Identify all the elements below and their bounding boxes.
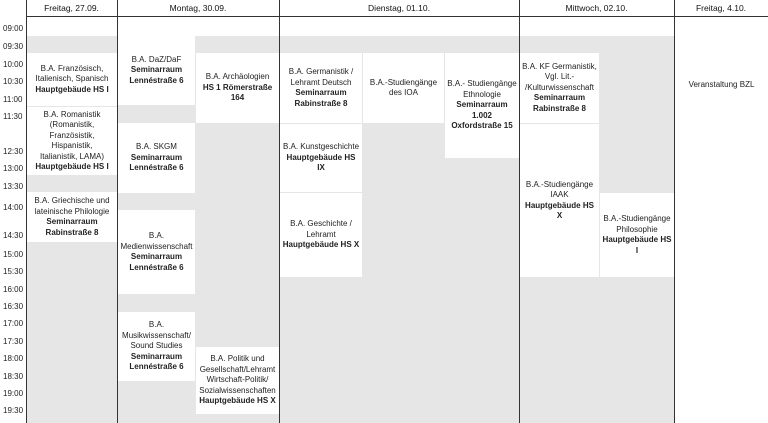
day-divider — [279, 0, 280, 423]
event-geschichte — [280, 193, 362, 277]
event-room: Hauptgebäude HS X — [525, 200, 594, 220]
event-germanistik — [280, 53, 362, 123]
time-label: 11:00 — [3, 95, 23, 104]
time-label: 18:30 — [3, 372, 24, 381]
time-label: 11:30 — [3, 112, 23, 121]
day-divider — [674, 0, 675, 423]
event-title: B.A. Medienwissenschaft — [120, 231, 193, 251]
day-divider — [117, 0, 118, 423]
event-room: Seminarraum Lennéstraße 6 — [129, 152, 184, 173]
event-room: Hauptgebäude HS X — [199, 396, 276, 406]
day-divider — [26, 0, 27, 423]
time-label: 14:30 — [3, 231, 24, 240]
event-title: B.A. SKGM — [136, 142, 177, 152]
event-skgm — [118, 123, 195, 193]
event-title: B.A. Germanistik / Lehramt Deutsch — [288, 67, 354, 87]
event-room: Seminarraum Rabinstraße 8 — [45, 217, 99, 237]
event-title: B.A. Romanistik (Romanistik, Französistik, Hispanistik, Italianistik, LAMA) — [39, 109, 105, 161]
event-room: Seminarraum Rabinstraße 8 — [294, 88, 348, 108]
event-title: B.A. Französisch, Italienisch, Spanisch — [35, 63, 109, 84]
event-daz-daf — [118, 36, 195, 105]
event-iaak — [520, 124, 599, 277]
event-philosophie — [600, 193, 674, 277]
time-label: 15:30 — [3, 267, 24, 276]
event-musikwissenschaft — [118, 312, 195, 381]
event-kunstgeschichte — [280, 124, 362, 192]
event-politik — [196, 347, 279, 414]
time-label: 18:00 — [3, 354, 24, 363]
event-title: B.A. Kunstgeschichte — [282, 142, 360, 152]
time-label: 09:00 — [3, 24, 24, 33]
time-label: 12:30 — [3, 147, 24, 156]
event-room: Seminarraum 1.002 Oxfordstraße 15 — [451, 100, 513, 131]
time-label: 19:30 — [3, 406, 24, 415]
event-medienwissenschaft — [118, 210, 195, 294]
time-label: 16:00 — [3, 285, 24, 294]
event-room: Seminarraum Lennéstraße 6 — [129, 252, 184, 272]
event-room: Seminarraum Lennéstraße 6 — [129, 351, 184, 372]
time-label: 10:30 — [3, 77, 24, 86]
event-romanistik — [27, 107, 117, 175]
time-label: 10:00 — [3, 60, 24, 69]
event-ethnologie — [445, 53, 519, 158]
time-label: 17:00 — [3, 319, 24, 328]
event-title: B.A.-Studiengänge Philosophie — [603, 214, 671, 234]
event-title: B.A.- Studiengänge Ethnologie — [447, 79, 517, 99]
event-title: B.A. Politik und Gesellschaft/Lehramt Wirtschaft-Politik/ Sozialwissenschaften — [199, 354, 276, 395]
event-room: Hauptgebäude HS X — [282, 240, 360, 250]
event-title: B.A. KF Germanistik, Vgl. Lit.- /Kulturwissenschaft — [522, 61, 597, 92]
header-friday-04: Freitag, 4.10. — [674, 0, 768, 17]
event-title: B.A. Musikwissenschaft/ Sound Studies — [122, 320, 191, 351]
time-label: 13:00 — [3, 164, 24, 173]
time-label: 15:00 — [3, 250, 24, 259]
day-divider — [519, 0, 520, 423]
event-title: B.A. Archäologien — [205, 72, 270, 82]
time-label: 14:00 — [3, 203, 24, 212]
time-label: 19:00 — [3, 389, 24, 398]
event-room: Hauptgebäude HS I — [35, 162, 109, 171]
event-franzoesisch — [27, 53, 117, 106]
time-label: 09:30 — [3, 42, 24, 51]
event-bzl — [675, 18, 768, 423]
event-room: Seminarraum Lennéstraße 6 — [129, 65, 184, 85]
event-room: Hauptgebäude HS I — [602, 235, 672, 255]
event-room: HS 1 Römerstraße 164 — [202, 82, 273, 103]
time-label: 16:30 — [3, 302, 24, 311]
time-label: 17:30 — [3, 337, 24, 346]
event-title: B.A. DaZ/DaF — [131, 54, 182, 64]
event-room: Seminarraum Rabinstraße 8 — [533, 93, 586, 113]
event-title: B.A. Griechische und lateinische Philologie — [34, 196, 110, 216]
header-friday-27: Freitag, 27.09. — [26, 0, 117, 17]
header-tuesday-01: Dienstag, 01.10. — [279, 0, 519, 17]
event-title: Veranstaltung BZL — [688, 80, 755, 89]
event-kf-germanistik — [520, 53, 599, 123]
event-title: B.A.-Studiengänge IAAK — [525, 179, 594, 199]
header-monday-30: Montag, 30.09. — [117, 0, 279, 17]
event-title: B.A.-Studiengänge des IOA — [369, 77, 438, 97]
event-archaeologien — [196, 53, 279, 123]
event-ioa — [363, 53, 444, 123]
header-wednesday-02: Mittwoch, 02.10. — [519, 0, 674, 17]
event-room: Hauptgebäude HS IX — [286, 152, 356, 173]
event-room: Hauptgebäude HS I — [35, 84, 109, 94]
time-label: 13:30 — [3, 182, 24, 191]
event-griechisch — [27, 192, 117, 242]
event-title: B.A. Geschichte / Lehramt — [290, 219, 352, 239]
